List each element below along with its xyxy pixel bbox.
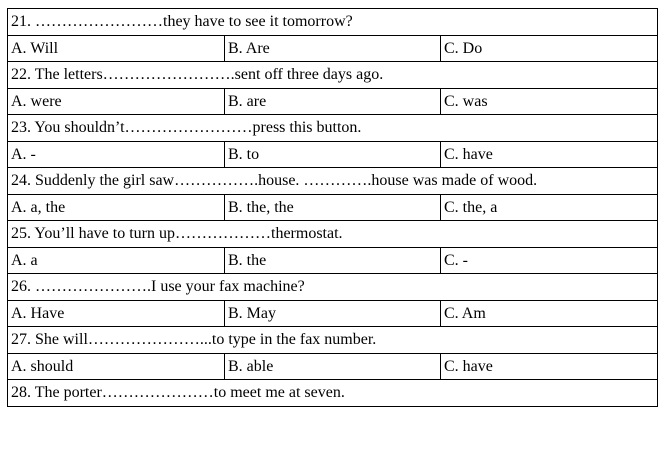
option-a: A. a, the <box>8 194 225 221</box>
option-c: C. the, a <box>441 194 658 221</box>
option-a: A. were <box>8 88 225 115</box>
option-b: B. to <box>225 141 441 168</box>
options-row <box>8 300 658 327</box>
question-row <box>8 62 658 89</box>
quiz-table <box>7 8 658 407</box>
question-stem: 22. The letters…………………….sent off three days ago. <box>8 62 658 89</box>
question-row <box>8 168 658 195</box>
option-c: C. - <box>441 247 658 274</box>
option-b: B. May <box>225 300 441 327</box>
option-c: C. have <box>441 141 658 168</box>
question-stem: 28. The porter…………………to meet me at seven. <box>8 380 658 407</box>
question-stem: 23. You shouldn’t……………………press this button. <box>8 115 658 142</box>
option-a: A. - <box>8 141 225 168</box>
question-stem: 25. You’ll have to turn up………………thermostat. <box>8 221 658 248</box>
question-stem: 24. Suddenly the girl saw…………….house. ………….house was made of wood. <box>8 168 658 195</box>
options-row <box>8 141 658 168</box>
question-row <box>8 221 658 248</box>
option-a: A. Have <box>8 300 225 327</box>
option-c: C. was <box>441 88 658 115</box>
option-b: B. Are <box>225 35 441 62</box>
question-stem: 27. She will…………………...to type in the fax number. <box>8 327 658 354</box>
options-row <box>8 88 658 115</box>
option-b: B. the <box>225 247 441 274</box>
quiz-sheet <box>7 8 657 407</box>
option-c: C. Am <box>441 300 658 327</box>
question-row <box>8 274 658 301</box>
option-b: B. the, the <box>225 194 441 221</box>
option-c: C. Do <box>441 35 658 62</box>
question-row <box>8 115 658 142</box>
options-row <box>8 353 658 380</box>
options-row <box>8 247 658 274</box>
question-row <box>8 327 658 354</box>
question-row <box>8 9 658 36</box>
question-stem: 21. ……………………they have to see it tomorrow? <box>8 9 658 36</box>
option-a: A. Will <box>8 35 225 62</box>
options-row <box>8 194 658 221</box>
options-row <box>8 35 658 62</box>
option-c: C. have <box>441 353 658 380</box>
option-a: A. should <box>8 353 225 380</box>
question-row <box>8 380 658 407</box>
question-stem: 26. ………………….I use your fax machine? <box>8 274 658 301</box>
option-a: A. a <box>8 247 225 274</box>
option-b: B. able <box>225 353 441 380</box>
option-b: B. are <box>225 88 441 115</box>
